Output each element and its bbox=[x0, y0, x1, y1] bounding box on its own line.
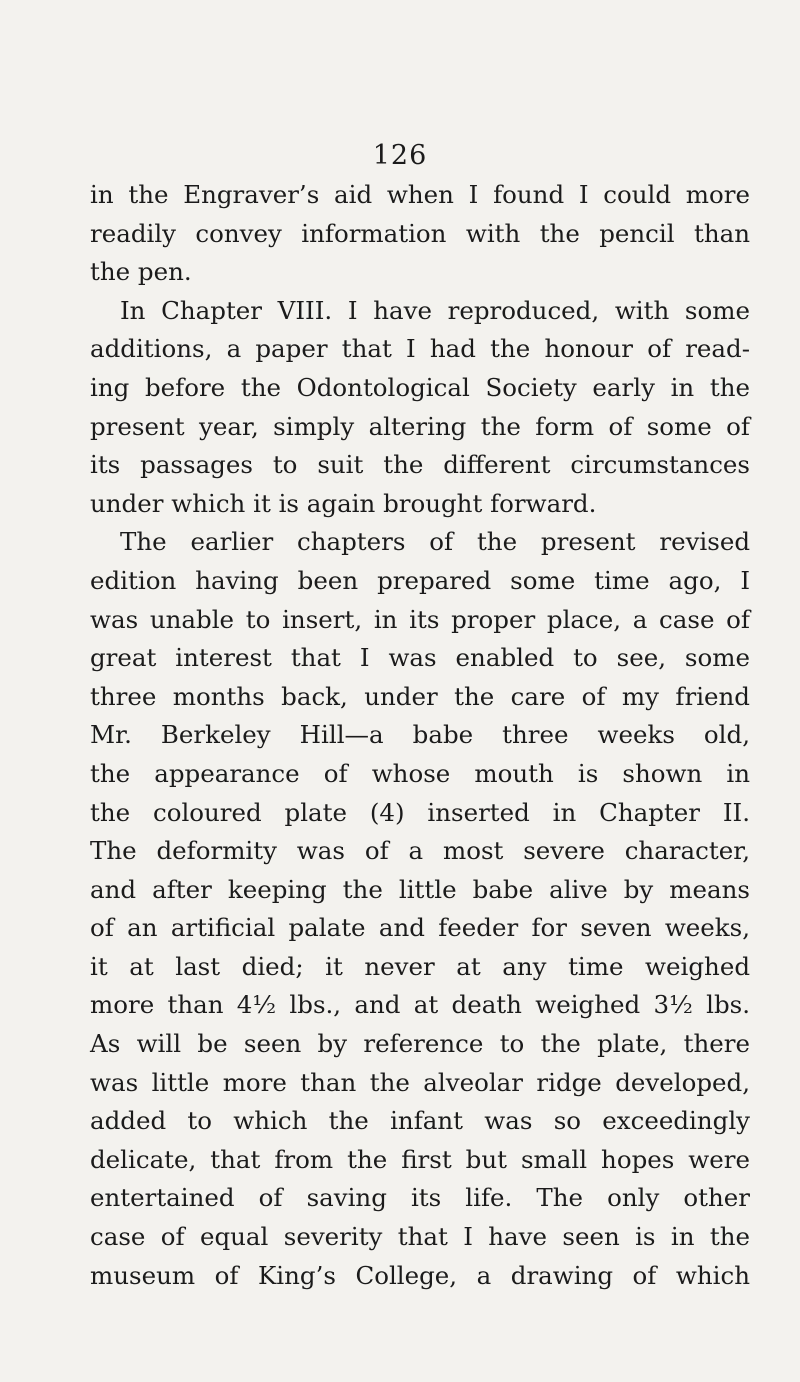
text-line: delicate, that from the first but small hopes were bbox=[90, 1144, 750, 1174]
text-line: The deformity was of a most severe character, bbox=[90, 836, 750, 866]
text-line: As will be seen by reference to the plate, there bbox=[90, 1029, 750, 1059]
text-line: was unable to insert, in its proper place, a case of bbox=[90, 604, 750, 634]
text-line: readily convey information with the pencil than bbox=[90, 218, 750, 248]
text-line: the coloured plate (4) inserted in Chapter II. bbox=[90, 797, 750, 827]
text-line: in the Engraver’s aid when I found I could more bbox=[90, 180, 750, 209]
text-line: it at last died; it never at any time weighed bbox=[90, 951, 750, 981]
body-text bbox=[90, 176, 750, 1295]
text-line: added to which the infant was so exceedingly bbox=[90, 1106, 750, 1136]
text-line: additions, a paper that I had the honour of read- bbox=[90, 334, 750, 364]
text-line: of an artificial palate and feeder for seven weeks, bbox=[90, 913, 750, 943]
text-line: its passages to suit the different circumstances bbox=[90, 450, 750, 480]
text-line: museum of King’s College, a drawing of which bbox=[90, 1260, 750, 1290]
text-line: present year, simply altering the form of some of bbox=[90, 411, 750, 441]
text-line: more than 4½ lbs., and at death weighed 3½ lbs. bbox=[90, 990, 750, 1020]
text-line: entertained of saving its life. The only other bbox=[90, 1183, 750, 1213]
text-line: three months back, under the care of my friend bbox=[90, 681, 750, 711]
text-line: under which it is again brought forward. bbox=[90, 488, 597, 518]
text-line: the appearance of whose mouth is shown in bbox=[90, 758, 750, 788]
text-line: The earlier chapters of the present revised bbox=[120, 527, 750, 557]
text-line: Mr. Berkeley Hill—a babe three weeks old, bbox=[90, 720, 750, 750]
text-line: was little more than the alveolar ridge developed, bbox=[90, 1067, 750, 1097]
text-line: the pen. bbox=[90, 257, 192, 287]
text-line: great interest that I was enabled to see, some bbox=[90, 643, 750, 673]
text-line: case of equal severity that I have seen is in the bbox=[90, 1222, 750, 1252]
text-line: In Chapter VIII. I have reproduced, with some bbox=[120, 295, 750, 325]
text-line: and after keeping the little babe alive by means bbox=[90, 874, 750, 904]
page-number: 126 bbox=[372, 140, 428, 171]
text-line: ing before the Odontological Society early in the bbox=[90, 372, 750, 402]
text-line: edition having been prepared some time ago, I bbox=[90, 565, 750, 595]
